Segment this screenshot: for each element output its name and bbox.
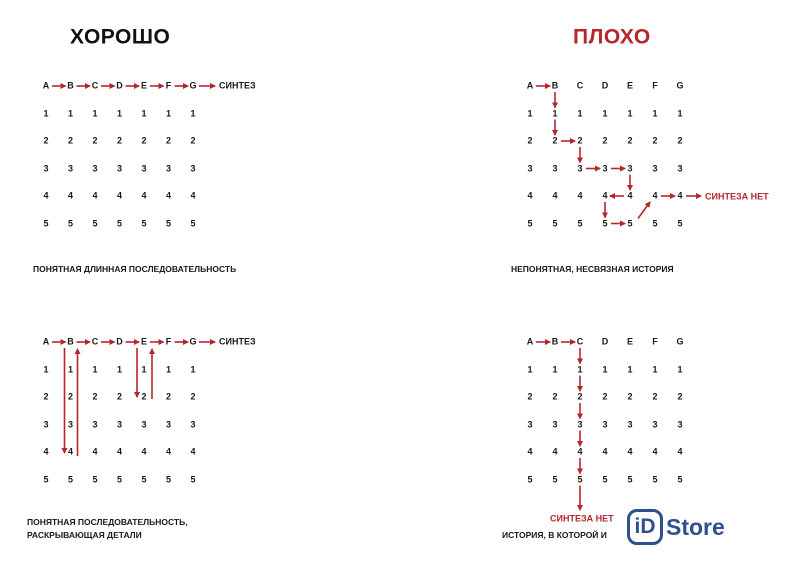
cell-q1-b2: 2 [67, 135, 74, 146]
cell-q1-f2: 2 [165, 135, 172, 146]
no-synthesis-label-q4: СИНТЕЗА НЕТ [550, 513, 614, 524]
cell-q4-d3: 3 [602, 419, 608, 429]
cell-q2-f2: 2 [652, 135, 658, 146]
cell-q1-g4: 4 [190, 190, 196, 201]
cell-q1-g5: 5 [190, 218, 196, 228]
cell-q4-b3: 3 [552, 419, 558, 429]
cell-q3-c2: 2 [92, 391, 98, 402]
cell-q4-c1: 1 [577, 364, 583, 374]
cell-q1-e4: 4 [141, 190, 147, 201]
cell-q4-f5: 5 [652, 474, 658, 484]
cell-q3-e1: 1 [141, 364, 147, 374]
cell-q2-c1: 1 [577, 108, 583, 118]
cell-q4-d1: 1 [602, 364, 608, 374]
cell-q4-b1: 1 [552, 364, 558, 374]
cell-q3-f3: 3 [165, 419, 172, 429]
cell-q3-f1: 1 [165, 364, 172, 374]
cell-q3-d3: 3 [116, 419, 123, 429]
cell-q4-e1: 1 [627, 364, 633, 374]
arrow-30 [638, 202, 650, 219]
header-q2-g: G [676, 80, 684, 91]
cell-q4-c4: 4 [577, 446, 583, 457]
cell-q3-d2: 2 [116, 391, 123, 402]
caption-q4: ИСТОРИЯ, В КОТОРОЙ И [502, 530, 607, 540]
synthesis-label-q1: СИНТЕЗ [219, 80, 256, 91]
cell-q1-e3: 3 [141, 163, 147, 173]
cell-q4-f1: 1 [652, 364, 658, 374]
cell-q4-g1: 1 [677, 364, 683, 374]
cell-q2-d3: 3 [602, 163, 608, 173]
header-q4-g: G [676, 336, 684, 347]
cell-q2-d5: 5 [602, 218, 608, 228]
header-q2-a: A [526, 80, 534, 91]
caption-q3-line1: ПОНЯТНАЯ ПОСЛЕДОВАТЕЛЬНОСТЬ, [27, 517, 188, 527]
cell-q1-b4: 4 [67, 190, 74, 201]
cell-q2-e1: 1 [627, 108, 633, 118]
cell-q4-g2: 2 [677, 391, 683, 402]
cell-q1-c3: 3 [92, 163, 98, 173]
cell-q2-b4: 4 [552, 190, 558, 201]
cell-q3-e3: 3 [141, 419, 147, 429]
header-q4-a: A [526, 336, 534, 347]
cell-q4-b4: 4 [552, 446, 558, 457]
cell-q2-b5: 5 [552, 218, 558, 228]
cell-q2-g1: 1 [677, 108, 683, 118]
cell-q1-f1: 1 [165, 108, 172, 118]
cell-q1-b3: 3 [67, 163, 74, 173]
cell-q2-f5: 5 [652, 218, 658, 228]
cell-q1-a1: 1 [43, 108, 49, 118]
synthesis-label-q3: СИНТЕЗ [219, 336, 256, 347]
cell-q1-c1: 1 [92, 108, 98, 118]
logo-wordmark: Store [666, 513, 725, 540]
cell-q1-d4: 4 [116, 190, 123, 201]
cell-q4-a2: 2 [527, 391, 533, 402]
header-q3-c: C [91, 336, 99, 347]
header-q1-e: E [140, 80, 148, 91]
cell-q3-f4: 4 [165, 446, 172, 457]
header-q2-e: E [626, 80, 634, 91]
cell-q1-c4: 4 [92, 190, 98, 201]
cell-q4-g4: 4 [677, 446, 683, 457]
cell-q2-b1: 1 [552, 108, 558, 118]
cell-q2-c5: 5 [577, 218, 583, 228]
cell-q3-c1: 1 [92, 364, 98, 374]
cell-q3-g1: 1 [190, 364, 196, 374]
header-q2-d: D [601, 80, 609, 91]
cell-q2-d1: 1 [602, 108, 608, 118]
cell-q1-b1: 1 [67, 108, 74, 118]
cell-q1-d3: 3 [116, 163, 123, 173]
header-q4-e: E [626, 336, 634, 347]
cell-q4-d4: 4 [602, 446, 608, 457]
cell-q4-b2: 2 [552, 391, 558, 402]
cell-q1-e1: 1 [141, 108, 147, 118]
cell-q2-a2: 2 [527, 135, 533, 146]
caption-q1: ПОНЯТНАЯ ДЛИННАЯ ПОСЛЕДОВАТЕЛЬНОСТЬ [33, 264, 237, 274]
header-q4-d: D [601, 336, 609, 347]
cell-q1-c5: 5 [92, 218, 98, 228]
cell-q3-b3: 3 [67, 419, 74, 429]
cell-q1-g3: 3 [190, 163, 196, 173]
header-q1-b: B [67, 80, 74, 91]
cell-q3-g4: 4 [190, 446, 196, 457]
header-q3-f: F [165, 336, 172, 347]
cell-q3-a1: 1 [43, 364, 49, 374]
cell-q3-b5: 5 [67, 474, 74, 484]
cell-q2-c2: 2 [577, 135, 583, 146]
cell-q1-d5: 5 [116, 218, 123, 228]
cell-q2-c3: 3 [577, 163, 583, 173]
cell-q1-d1: 1 [116, 108, 123, 118]
header-q1-f: F [165, 80, 172, 91]
cell-q2-g4: 4 [677, 190, 683, 201]
cell-q3-f5: 5 [165, 474, 172, 484]
cell-q2-g2: 2 [677, 135, 683, 146]
cell-q1-a2: 2 [43, 135, 49, 146]
title-bad: ПЛОХО [573, 25, 651, 49]
cell-q2-f1: 1 [652, 108, 658, 118]
header-q3-g: G [189, 336, 197, 347]
cell-q4-c2: 2 [577, 391, 583, 402]
cell-q4-g3: 3 [677, 419, 683, 429]
header-q4-b: B [551, 336, 559, 347]
cell-q3-c4: 4 [92, 446, 98, 457]
idstore-logo [627, 507, 725, 547]
cell-q2-e3: 3 [627, 163, 633, 173]
cell-q4-f3: 3 [652, 419, 658, 429]
caption-q2: НЕПОНЯТНАЯ, НЕСВЯЗНАЯ ИСТОРИЯ [511, 264, 674, 274]
cell-q1-f3: 3 [165, 163, 172, 173]
cell-q2-a4: 4 [527, 190, 533, 201]
cell-q3-f2: 2 [165, 391, 172, 402]
cell-q2-g5: 5 [677, 218, 683, 228]
header-q3-e: E [140, 336, 148, 347]
header-q1-g: G [189, 80, 197, 91]
cell-q4-f4: 4 [652, 446, 658, 457]
cell-q4-d5: 5 [602, 474, 608, 484]
cell-q3-g2: 2 [190, 391, 196, 402]
cell-q4-d2: 2 [602, 391, 608, 402]
cell-q3-a3: 3 [43, 419, 49, 429]
cell-q3-e4: 4 [141, 446, 147, 457]
cell-q3-b2: 2 [67, 391, 74, 402]
header-q2-b: B [551, 80, 559, 91]
cell-q2-d2: 2 [602, 135, 608, 146]
cell-q3-g3: 3 [190, 419, 196, 429]
cell-q3-e5: 5 [141, 474, 147, 484]
cell-q2-d4: 4 [602, 190, 608, 201]
no-synthesis-label-q2: СИНТЕЗА НЕТ [705, 191, 769, 202]
cell-q4-a5: 5 [527, 474, 533, 484]
cell-q4-e4: 4 [627, 446, 633, 457]
cell-q2-a3: 3 [527, 163, 533, 173]
header-q3-b: B [67, 336, 74, 347]
cell-q1-g2: 2 [190, 135, 196, 146]
cell-q2-b3: 3 [552, 163, 558, 173]
cell-q1-d2: 2 [116, 135, 123, 146]
cell-q4-a4: 4 [527, 446, 533, 457]
cell-q4-g5: 5 [677, 474, 683, 484]
cell-q4-c3: 3 [577, 419, 583, 429]
cell-q3-a5: 5 [43, 474, 49, 484]
cell-q3-c3: 3 [92, 419, 98, 429]
cell-q1-f4: 4 [165, 190, 172, 201]
cell-q2-f3: 3 [652, 163, 658, 173]
cell-q2-c4: 4 [577, 190, 583, 201]
cell-q3-e2: 2 [141, 391, 147, 402]
cell-q3-b1: 1 [67, 364, 74, 374]
cell-q1-b5: 5 [67, 218, 74, 228]
header-q3-a: A [42, 336, 50, 347]
header-q4-f: F [652, 336, 658, 347]
header-q1-d: D [116, 80, 123, 91]
cell-q1-c2: 2 [92, 135, 98, 146]
cell-q2-e4: 4 [627, 190, 633, 201]
cell-q2-a1: 1 [527, 108, 533, 118]
cell-q1-a4: 4 [43, 190, 49, 201]
cell-q2-b2: 2 [552, 135, 558, 146]
caption-q3-line2: РАСКРЫВАЮЩАЯ ДЕТАЛИ [27, 530, 142, 540]
header-q1-c: C [91, 80, 99, 91]
cell-q3-d4: 4 [116, 446, 123, 457]
cell-q2-e5: 5 [627, 218, 633, 228]
cell-q1-a5: 5 [43, 218, 49, 228]
cell-q1-f5: 5 [165, 218, 172, 228]
cell-q4-e3: 3 [627, 419, 633, 429]
cell-q4-f2: 2 [652, 391, 658, 402]
cell-q2-f4: 4 [652, 190, 658, 201]
cell-q4-e5: 5 [627, 474, 633, 484]
cell-q3-d5: 5 [116, 474, 123, 484]
cell-q2-a5: 5 [527, 218, 533, 228]
cell-q3-a2: 2 [43, 391, 49, 402]
cell-q3-c5: 5 [92, 474, 98, 484]
cell-q2-e2: 2 [627, 135, 633, 146]
cell-q4-a1: 1 [527, 364, 533, 374]
cell-q2-g3: 3 [677, 163, 683, 173]
cell-q1-a3: 3 [43, 163, 49, 173]
header-q1-a: A [42, 80, 50, 91]
cell-q1-e2: 2 [141, 135, 147, 146]
cell-q4-b5: 5 [552, 474, 558, 484]
cell-q4-a3: 3 [527, 419, 533, 429]
cell-q1-e5: 5 [141, 218, 147, 228]
header-q3-d: D [116, 336, 123, 347]
logo-badge: iD [627, 509, 663, 545]
title-good: ХОРОШО [70, 25, 171, 49]
header-q2-f: F [652, 80, 658, 91]
cell-q3-g5: 5 [190, 474, 196, 484]
cell-q4-c5: 5 [577, 474, 583, 484]
cell-q3-a4: 4 [43, 446, 49, 457]
header-q4-c: C [576, 336, 584, 347]
cell-q3-d1: 1 [116, 364, 123, 374]
cell-q3-b4: 4 [67, 446, 74, 457]
header-q2-c: C [576, 80, 584, 91]
cell-q4-e2: 2 [627, 391, 633, 402]
cell-q1-g1: 1 [190, 108, 196, 118]
